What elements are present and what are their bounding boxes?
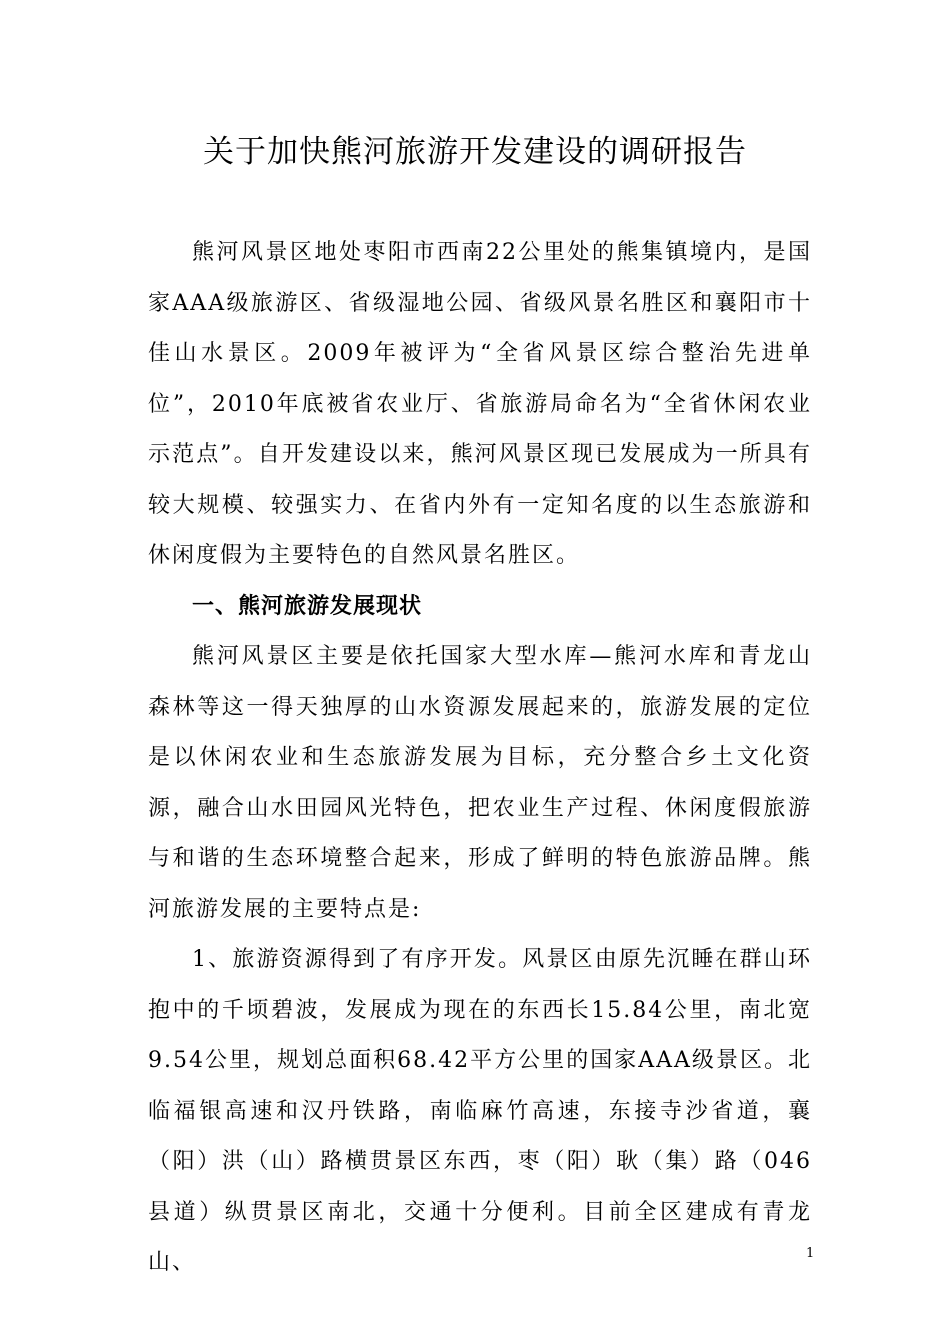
- point-paragraph: 1、旅游资源得到了有序开发。风景区由原先沉睡在群山环抱中的千顷碧波，发展成为现在的东西长15.84公里，南北宽9.54公里，规划总面积68.42平方公里的国家AAA级景区。北临福银高速和汉丹铁路，南临麻竹高速，东接寺沙省道，襄（阳）洪（山）路横贯景区东西，枣（阳）耿（集）路（046县道）纵贯景区南北，交通十分便利。目前全区建成有青龙山、: [148, 947, 812, 1275]
- page-number: 1: [806, 1246, 815, 1261]
- document-body: [148, 228, 815, 1289]
- document-title: 关于加快熊河旅游开发建设的调研报告: [203, 134, 747, 170]
- intro-paragraph: 熊河风景区地处枣阳市西南22公里处的熊集镇境内，是国家AAA级旅游区、省级湿地公园、省级风景名胜区和襄阳市十佳山水景区。2009年被评为“全省风景区综合整治先进单位”，2010年底被省农业厅、省旅游局命名为“全省休闲农业示范点”。自开发建设以来，熊河风景区现已发展成为一所具有较大规模、较强实力、在省内外有一定知名度的以生态旅游和休闲度假为主要特色的自然风景名胜区。: [148, 240, 812, 568]
- section-heading: 一、熊河旅游发展现状: [192, 593, 423, 619]
- section-paragraph: 熊河风景区主要是依托国家大型水库—熊河水库和青龙山森林等这一得天独厚的山水资源发展起来的，旅游发展的定位是以休闲农业和生态旅游发展为目标，充分整合乡土文化资源，融合山水田园风光特色，把农业生产过程、休闲度假旅游与和谐的生态环境整合起来，形成了鲜明的特色旅游品牌。熊河旅游发展的主要特点是:: [148, 644, 812, 922]
